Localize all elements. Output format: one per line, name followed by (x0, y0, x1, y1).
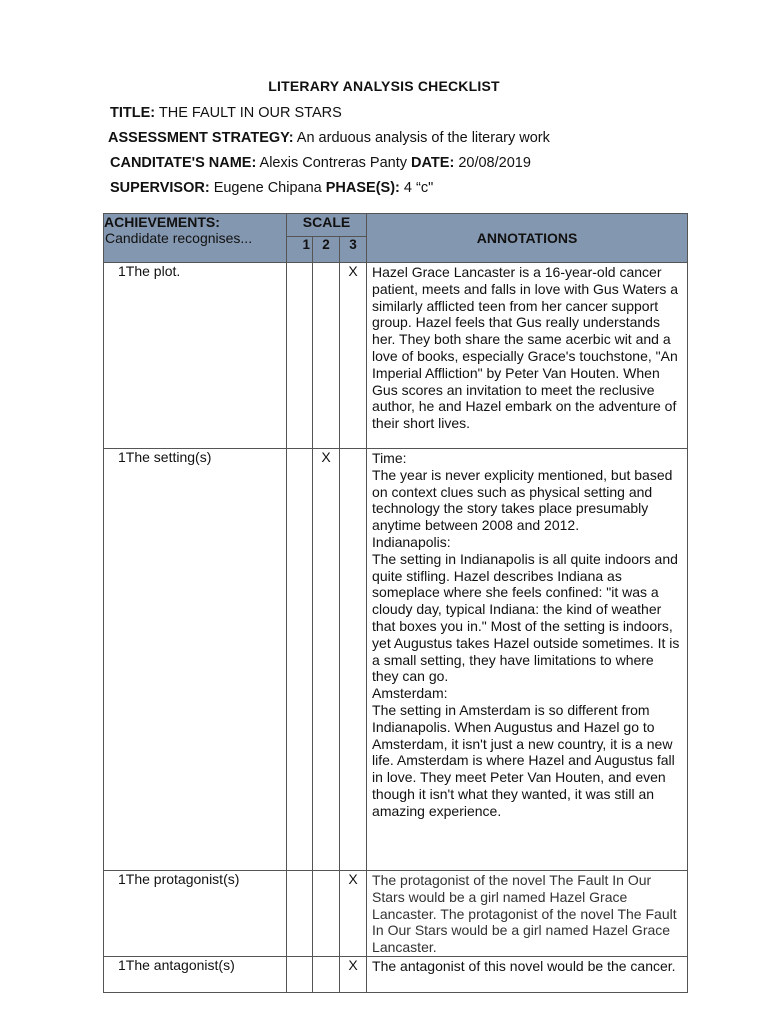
annotations-header: ANNOTATIONS (367, 214, 688, 263)
table-row (104, 957, 688, 993)
strategy-value: An arduous analysis of the literary work (296, 130, 550, 146)
title-value: THE FAULT IN OUR STARS (158, 105, 342, 121)
annotation-time: The year is never explicity mentioned, but based on context clues such as physical setting and technology the story takes place presumably anytime between 2008 and 2012. (372, 466, 673, 534)
scale-2-mark (313, 263, 340, 449)
document-title: LITERARY ANALYSIS CHECKLIST (268, 78, 500, 94)
title-line (110, 105, 342, 121)
scale-1-mark (287, 449, 313, 871)
phase-value: 4 “c" (403, 180, 434, 196)
supervisor-line (110, 180, 433, 196)
scale-1-header: 1 (287, 237, 313, 263)
scale-2-mark (313, 957, 340, 993)
scale-2-header: 2 (313, 237, 340, 263)
annotation-amsterdam-label: Amsterdam: (372, 685, 448, 702)
strategy-line (108, 130, 550, 146)
table-row (104, 263, 688, 449)
annotation-cell: Hazel Grace Lancaster is a 16-year-old cancer patient, meets and falls in love with Gus Waters a similarly afflicted teen from her cancer support group. Hazel feels that Gus really understands her. They both share the same acerbic wit and a love of books, especially Grace's touchstone, "An Imperial Affliction" by Peter Van Houten. When Gus scores an invitation to meet the reclusive author, he and Hazel embark on the adventure of their short lives. (367, 263, 688, 449)
scale-3-mark: X (340, 263, 367, 449)
phase-label: PHASE(S): (325, 180, 400, 196)
checklist-table (103, 213, 688, 993)
annotation-cell: The protagonist of the novel The Fault In Our Stars would be a girl named Hazel Grace Lancaster. The protagonist of the novel The Fault In Our Stars would be a girl named Hazel Grace Lancaster. (367, 871, 688, 957)
scale-1-mark (287, 871, 313, 957)
annotation-cell (367, 449, 688, 871)
achievement-cell: 1The setting(s) (104, 449, 287, 871)
annotation-indianapolis: The setting in Indianapolis is all quite indoors and quite stifling. Hazel describes Indiana as someplace where she feels confined: "it was a cloudy day, typical Indiana: the kind of weather that boxes you in." Most of the setting is indoors, yet Augustus takes Hazel outside sometimes. It is a small setting, they have limitations to where they can go. (372, 550, 680, 685)
annotation-indianapolis-label: Indianapolis: (372, 533, 451, 550)
annotation-cell: The antagonist of this novel would be the cancer. (367, 957, 688, 993)
scale-1-mark (287, 957, 313, 993)
strategy-label: ASSESSMENT STRATEGY: (108, 130, 294, 146)
annotation-amsterdam: The setting in Amsterdam is so different from Indianapolis. When Augustus and Hazel go to Amsterdam, it isn't just a new country, it is a new life. Amsterdam is where Hazel and Augustus fall in love. They meet Peter Van Houten, and even though it isn't what they wanted, it was still an amazing experience. (372, 701, 675, 819)
candidate-label: CANDITATE'S NAME: (110, 155, 257, 171)
annotation-time-label: Time: (372, 450, 407, 466)
title-label: TITLE: (110, 105, 156, 121)
candidate-value: Alexis Contreras Panty (259, 155, 408, 171)
scale-1-mark (287, 263, 313, 449)
achievements-label: ACHIEVEMENTS: (104, 214, 220, 230)
supervisor-value: Eugene Chipana (213, 180, 322, 196)
scale-3-header: 3 (340, 237, 367, 263)
scale-3-mark: X (340, 957, 367, 993)
achievement-cell: 1The protagonist(s) (104, 871, 287, 957)
achievements-header (104, 214, 287, 263)
achievement-cell: 1The plot. (104, 263, 287, 449)
date-value: 20/08/2019 (458, 155, 531, 171)
scale-3-mark: X (340, 871, 367, 957)
scale-3-mark (340, 449, 367, 871)
candidate-line (110, 155, 531, 171)
date-label: DATE: (411, 155, 455, 171)
table-row (104, 871, 688, 957)
scale-header: SCALE (287, 214, 367, 237)
table-row (104, 449, 688, 871)
achievements-sub: Candidate recognises... (105, 229, 253, 246)
scale-2-mark: X (313, 449, 340, 871)
scale-2-mark (313, 871, 340, 957)
supervisor-label: SUPERVISOR: (110, 180, 210, 196)
achievement-cell: 1The antagonist(s) (104, 957, 287, 993)
